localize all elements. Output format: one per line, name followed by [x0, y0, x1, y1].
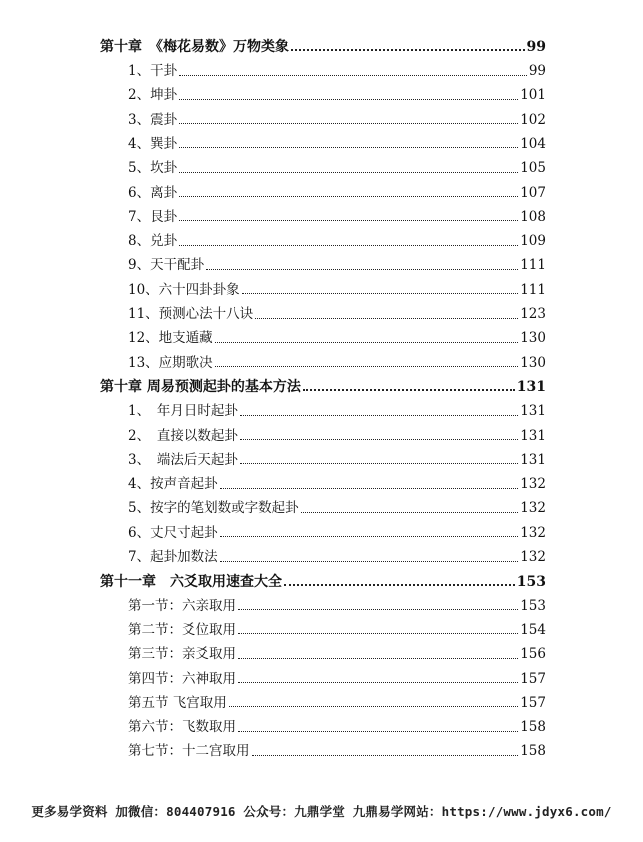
- toc-page-number: 123: [520, 306, 546, 323]
- toc-item-row: [100, 176, 546, 200]
- toc-page-number: 132: [520, 500, 546, 517]
- dot-leader: [179, 75, 527, 76]
- toc-entry-title: 第五节 飞宫取用: [128, 694, 227, 711]
- toc-page-number: 132: [520, 549, 546, 566]
- toc-item-row: [100, 54, 546, 78]
- dot-leader: [240, 463, 518, 464]
- toc-entry-title: 第十章 《梅花易数》万物类象: [100, 39, 289, 56]
- toc-item-row: [100, 103, 546, 127]
- toc-item-row: [100, 297, 546, 321]
- toc-entry-title: 3、 端法后天起卦: [128, 451, 238, 468]
- dot-leader: [301, 512, 519, 513]
- toc-page-number: 99: [526, 39, 546, 56]
- toc-item-row: [100, 419, 546, 443]
- dot-leader: [238, 609, 518, 610]
- toc-page-number: 111: [520, 281, 546, 298]
- toc-page-number: 108: [520, 208, 546, 225]
- toc-entry-title: 1、 年月日时起卦: [128, 403, 238, 420]
- toc-page-number: 130: [520, 354, 546, 371]
- toc-item-row: [100, 346, 546, 370]
- toc-page-number: 156: [520, 646, 546, 663]
- toc-entry-title: 4、巽卦: [128, 135, 178, 152]
- dot-leader: [255, 318, 518, 319]
- dot-leader: [179, 147, 518, 148]
- dot-leader: [238, 633, 518, 634]
- toc-page-number: 157: [520, 670, 546, 687]
- dot-leader: [179, 245, 518, 246]
- toc-page-number: 158: [520, 719, 546, 736]
- toc-entry-title: 第四节：六神取用: [128, 670, 236, 687]
- toc-entry-title: 2、 直接以数起卦: [128, 427, 238, 444]
- dot-leader: [220, 536, 519, 537]
- dot-leader: [284, 584, 515, 586]
- toc-page-number: 131: [520, 451, 546, 468]
- toc-item-row: [100, 443, 546, 467]
- toc-entry-title: 13、应期歌决: [128, 354, 213, 371]
- toc-item-row: [100, 467, 546, 491]
- toc-page-number: 154: [520, 621, 546, 638]
- toc-chapter-row: [100, 565, 546, 589]
- toc-entry-title: 4、按声音起卦: [128, 476, 218, 493]
- toc-item-row: [100, 492, 546, 516]
- dot-leader: [240, 415, 518, 416]
- dot-leader: [179, 196, 518, 197]
- toc-entry-title: 第二节：爻位取用: [128, 621, 236, 638]
- dot-leader: [303, 389, 515, 391]
- toc-page-number: 102: [520, 111, 546, 128]
- toc-item-row: [100, 151, 546, 175]
- dot-leader: [179, 220, 518, 221]
- toc-entry-title: 第三节：亲爻取用: [128, 646, 236, 663]
- toc-entry-title: 7、艮卦: [128, 208, 178, 225]
- toc-item-row: [100, 79, 546, 103]
- toc-item-row: [100, 249, 546, 273]
- dot-leader: [252, 755, 519, 756]
- toc-page-number: 132: [520, 524, 546, 541]
- toc-chapter-row: [100, 370, 546, 394]
- toc-page-number: 104: [520, 135, 546, 152]
- toc-item-row: [100, 735, 546, 759]
- page-footer: 更多易学资料 加微信：804407916 公众号：九鼎学堂 九鼎易学网站：https://www.jdyx6.com/: [31, 804, 612, 819]
- dot-leader: [291, 49, 525, 51]
- toc-entry-title: 6、丈尺寸起卦: [128, 524, 218, 541]
- toc-item-row: [100, 200, 546, 224]
- toc-item-row: [100, 224, 546, 248]
- toc-page-number: 158: [520, 743, 546, 760]
- toc-page-number: 109: [520, 233, 546, 250]
- toc-item-row: [100, 516, 546, 540]
- toc-entry-title: 5、按字的笔划数或字数起卦: [128, 500, 299, 517]
- dot-leader: [229, 706, 518, 707]
- dot-leader: [240, 439, 518, 440]
- toc-item-row: [100, 686, 546, 710]
- toc-page-number: 107: [520, 184, 546, 201]
- dot-leader: [220, 488, 519, 489]
- toc-item-row: [100, 394, 546, 418]
- toc-page-number: 101: [520, 87, 546, 104]
- dot-leader: [220, 561, 519, 562]
- dot-leader: [242, 293, 519, 294]
- toc-entry-title: 2、坤卦: [128, 87, 178, 104]
- dot-leader: [179, 172, 518, 173]
- toc-entry-title: 3、震卦: [128, 111, 178, 128]
- toc-item-row: [100, 613, 546, 637]
- toc-entry-title: 8、兑卦: [128, 233, 178, 250]
- dot-leader: [238, 682, 518, 683]
- toc-entry-title: 第十一章 六爻取用速查大全: [100, 573, 282, 590]
- dot-leader: [215, 342, 519, 343]
- toc-entry-title: 第一节：六亲取用: [128, 597, 236, 614]
- toc-item-row: [100, 273, 546, 297]
- toc-page-number: 99: [528, 63, 546, 80]
- toc-entry-title: 第十章 周易预测起卦的基本方法: [100, 379, 301, 396]
- toc-chapter-row: [100, 30, 546, 54]
- dot-leader: [238, 731, 518, 732]
- dot-leader: [215, 366, 519, 367]
- toc-entry-title: 11、预测心法十八诀: [128, 306, 254, 323]
- toc-page-number: 131: [520, 403, 546, 420]
- toc-page-number: 153: [520, 597, 546, 614]
- toc-page-number: 153: [516, 573, 546, 590]
- table-of-contents: [100, 30, 546, 759]
- toc-page-number: 132: [520, 476, 546, 493]
- toc-entry-title: 9、天干配卦: [128, 257, 205, 274]
- dot-leader: [238, 658, 518, 659]
- toc-entry-title: 10、六十四卦卦象: [128, 281, 240, 298]
- toc-entry-title: 第六节：飞数取用: [128, 719, 236, 736]
- toc-page-number: 157: [520, 694, 546, 711]
- toc-item-row: [100, 637, 546, 661]
- toc-item-row: [100, 589, 546, 613]
- toc-item-row: [100, 322, 546, 346]
- toc-entry-title: 1、干卦: [128, 63, 178, 80]
- toc-entry-title: 第七节：十二宫取用: [128, 743, 250, 760]
- toc-page-number: 105: [520, 160, 546, 177]
- toc-page-number: 131: [516, 379, 546, 396]
- toc-item-row: [100, 710, 546, 734]
- toc-entry-title: 7、起卦加数法: [128, 549, 218, 566]
- toc-entry-title: 5、坎卦: [128, 160, 178, 177]
- toc-entry-title: 6、离卦: [128, 184, 178, 201]
- toc-page-number: 130: [520, 330, 546, 347]
- dot-leader: [179, 99, 518, 100]
- toc-entry-title: 12、地支遁藏: [128, 330, 213, 347]
- toc-page-number: 111: [520, 257, 546, 274]
- toc-item-row: [100, 127, 546, 151]
- dot-leader: [206, 269, 518, 270]
- toc-item-row: [100, 540, 546, 564]
- toc-page-number: 131: [520, 427, 546, 444]
- toc-item-row: [100, 662, 546, 686]
- dot-leader: [179, 123, 518, 124]
